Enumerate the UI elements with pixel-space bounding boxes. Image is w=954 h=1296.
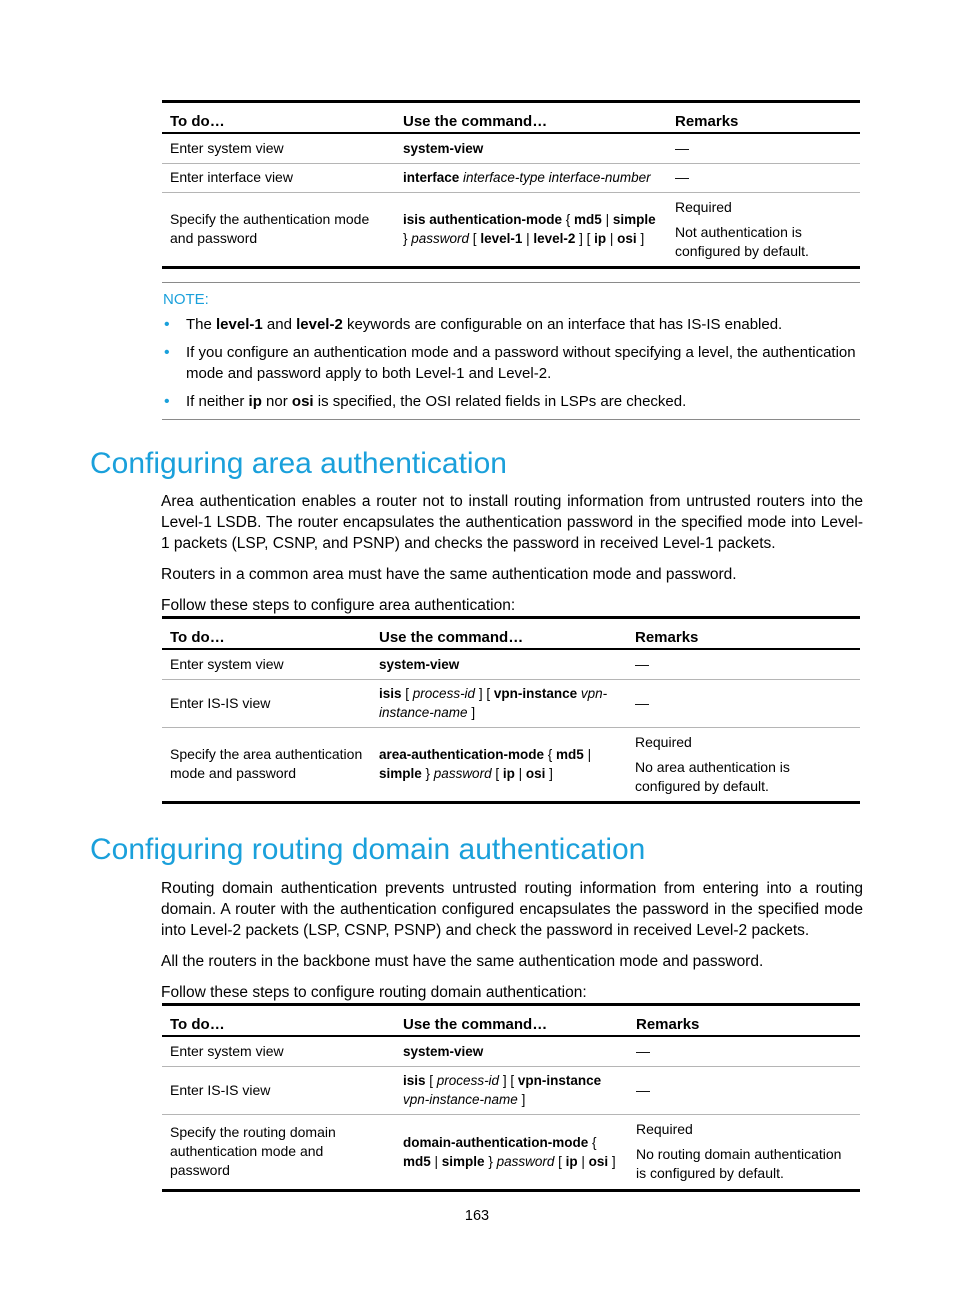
table-row — [162, 163, 860, 192]
cell-todo: Enter IS-IS view — [162, 679, 371, 727]
table-row — [162, 649, 860, 679]
note-list — [162, 314, 860, 412]
table-row — [162, 1114, 860, 1190]
cell-command: system-view — [395, 133, 667, 163]
table-header-row — [162, 1005, 860, 1037]
header-remarks: Remarks — [627, 618, 860, 650]
cell-command: system-view — [395, 1036, 628, 1066]
cell-remarks — [627, 727, 860, 802]
cell-command: isis authentication-mode { md5 | simple } password [ level-1 | level-2 ] [ ip | osi ] — [395, 192, 667, 267]
cell-todo: Specify the routing domain authentication mode and password — [162, 1114, 395, 1190]
table-row — [162, 192, 860, 267]
cell-remarks — [667, 133, 860, 163]
note-item — [162, 314, 860, 335]
command-table-area-auth — [162, 616, 860, 804]
page-number: 163 — [464, 1208, 490, 1224]
header-remarks: Remarks — [667, 102, 860, 134]
section-heading-area-auth: Configuring area authentication — [90, 447, 507, 480]
table-row — [162, 679, 860, 727]
cell-todo: Enter system view — [162, 1036, 395, 1066]
cell-command: area-authentication-mode { md5 | simple } password [ ip | osi ] — [371, 727, 627, 802]
cell-remarks — [667, 163, 860, 192]
cell-todo: Specify the authentication mode and password — [162, 192, 395, 267]
remark-text: Not authentication is configured by default. — [675, 223, 809, 259]
bullet-icon: • — [164, 344, 170, 361]
remark-text: — — [635, 655, 649, 672]
note-item — [162, 342, 860, 384]
command-table-domain-auth — [162, 1003, 860, 1192]
paragraph: Follow these steps to configure routing domain authentication: — [161, 984, 587, 1001]
remark-text: Required — [675, 198, 732, 215]
section-heading-domain-auth: Configuring routing domain authentication — [90, 833, 646, 866]
cell-todo: Enter system view — [162, 649, 371, 679]
header-remarks: Remarks — [628, 1005, 860, 1037]
cell-command: interface interface-type interface-number — [395, 163, 667, 192]
paragraph: Area authentication enables a router not to install routing information from untrusted routers into the Level-1 LSDB. The router encapsulates the authentication password in the specified mode into Level-1 packets (LSP, CSNP, and PSNP) and checks the password in received Level-1 packets. — [161, 493, 863, 552]
cell-command: isis [ process-id ] [ vpn-instance vpn-instance-name ] — [395, 1066, 628, 1114]
table-row — [162, 1066, 860, 1114]
paragraph: Routing domain authentication prevents untrusted routing information from entering into a routing domain. A router with the authentication configured encapsulates the password in the specified mode into Level-2 packets (LSP, CSNP, PSNP) and check the password in received Level-2 packets. — [161, 880, 863, 939]
header-command: Use the command… — [395, 102, 667, 134]
cell-command: system-view — [371, 649, 627, 679]
note-label: NOTE: — [163, 291, 209, 308]
note-item — [162, 391, 860, 412]
header-todo: To do… — [162, 1005, 395, 1037]
cell-remarks — [628, 1066, 860, 1114]
remark-text: — — [675, 139, 689, 156]
remark-text: — — [636, 1081, 650, 1098]
note-item-text: If you configure an authentication mode and a password without specifying a level, the authentication mode and password apply to both Level-1 and Level-2. — [186, 344, 856, 382]
table-row — [162, 1036, 860, 1066]
remark-text: Required — [636, 1121, 693, 1137]
cell-remarks — [667, 192, 860, 267]
header-command: Use the command… — [371, 618, 627, 650]
cell-todo: Specify the area authentication mode and password — [162, 727, 371, 802]
remark-text: No routing domain authentication is configured by default. — [636, 1146, 842, 1181]
remark-text: — — [675, 169, 689, 185]
command-table-interface-auth — [162, 100, 860, 269]
cell-command: domain-authentication-mode { md5 | simple } password [ ip | osi ] — [395, 1114, 628, 1190]
table-header-row — [162, 102, 860, 134]
cell-remarks — [627, 649, 860, 679]
remark-text: — — [636, 1042, 650, 1059]
note-box — [162, 282, 860, 420]
cell-todo: Enter system view — [162, 133, 395, 163]
remark-text: Required — [635, 733, 692, 750]
paragraph: Routers in a common area must have the same authentication mode and password. — [161, 566, 737, 583]
paragraph: Follow these steps to configure area authentication: — [161, 597, 516, 614]
cell-remarks — [628, 1036, 860, 1066]
header-todo: To do… — [162, 102, 395, 134]
cell-remarks — [628, 1114, 860, 1190]
cell-remarks — [627, 679, 860, 727]
remark-text: No area authentication is configured by default. — [635, 758, 790, 794]
note-item-text: If neither ip nor osi is specified, the OSI related fields in LSPs are checked. — [186, 393, 687, 410]
note-item-text: The level-1 and level-2 keywords are configurable on an interface that has IS-IS enabled. — [186, 316, 783, 333]
bullet-icon: • — [164, 316, 170, 333]
table-header-row — [162, 618, 860, 650]
header-todo: To do… — [162, 618, 371, 650]
remark-text: — — [635, 694, 649, 711]
header-command: Use the command… — [395, 1005, 628, 1037]
bullet-icon: • — [164, 393, 170, 410]
cell-command: isis [ process-id ] [ vpn-instance vpn-instance-name ] — [371, 679, 627, 727]
paragraph: All the routers in the backbone must have the same authentication mode and password. — [161, 953, 764, 970]
table-row — [162, 133, 860, 163]
cell-todo: Enter interface view — [162, 163, 395, 192]
cell-todo: Enter IS-IS view — [162, 1066, 395, 1114]
table-row — [162, 727, 860, 802]
